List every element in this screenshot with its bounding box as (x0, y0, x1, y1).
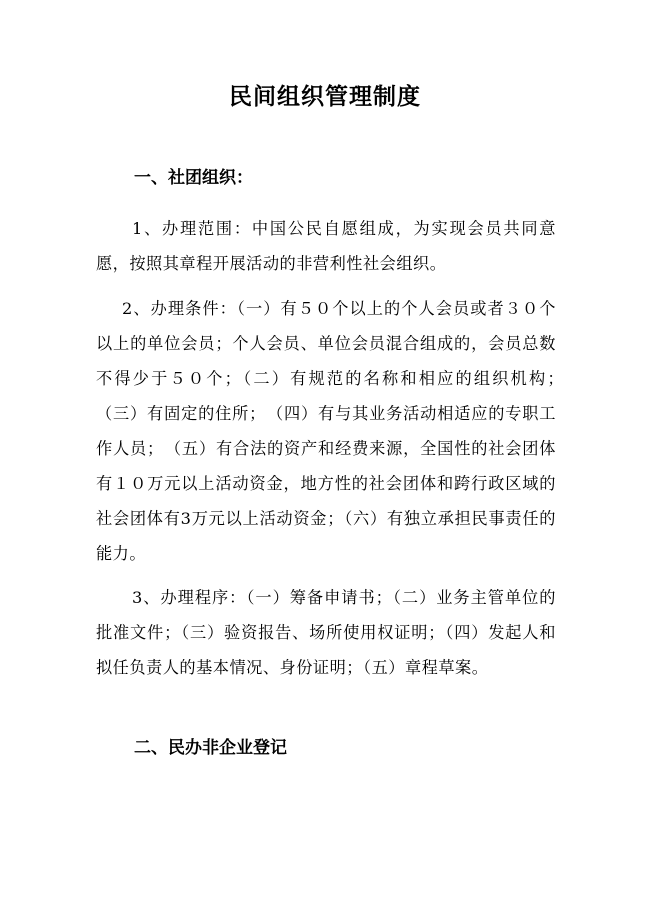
paragraph-scope: 1、办理范围：中国公民自愿组成，为实现会员共同意愿，按照其章程开展活动的非营利性社会组织。 (96, 219, 556, 273)
paragraph-conditions: 2、办理条件：（一）有５０个以上的个人会员或者３０个以上的单位会员；个人会员、单位会员混合组成的，会员总数不得少于５０个；（二）有规范的名称和相应的组织机构； （三）有固定的住所； （四）有与其业务活动相适应的专职工作人员； （五）有合法的资产和经费来源，全国性的社会团体有１０万元以上活动资金，地方性的社会团体和跨行政区域的社会团体有3万元以上活动资金；（六）有独立承担民事责任的能力。 (96, 299, 573, 563)
document-title: 民间组织管理制度 (229, 83, 421, 110)
section-heading-social-organizations: 一、社团组织： (134, 168, 253, 188)
paragraph-procedure: 3、办理程序：（一）筹备申请书；（二）业务主管单位的批准文件；（三）验资报告、场所使用权证明；（四）发起人和拟任负责人的基本情况、身份证明；（五）章程草案。 (96, 588, 556, 677)
section-heading-private-non-enterprise: 二、民办非企业登记 (134, 738, 287, 758)
